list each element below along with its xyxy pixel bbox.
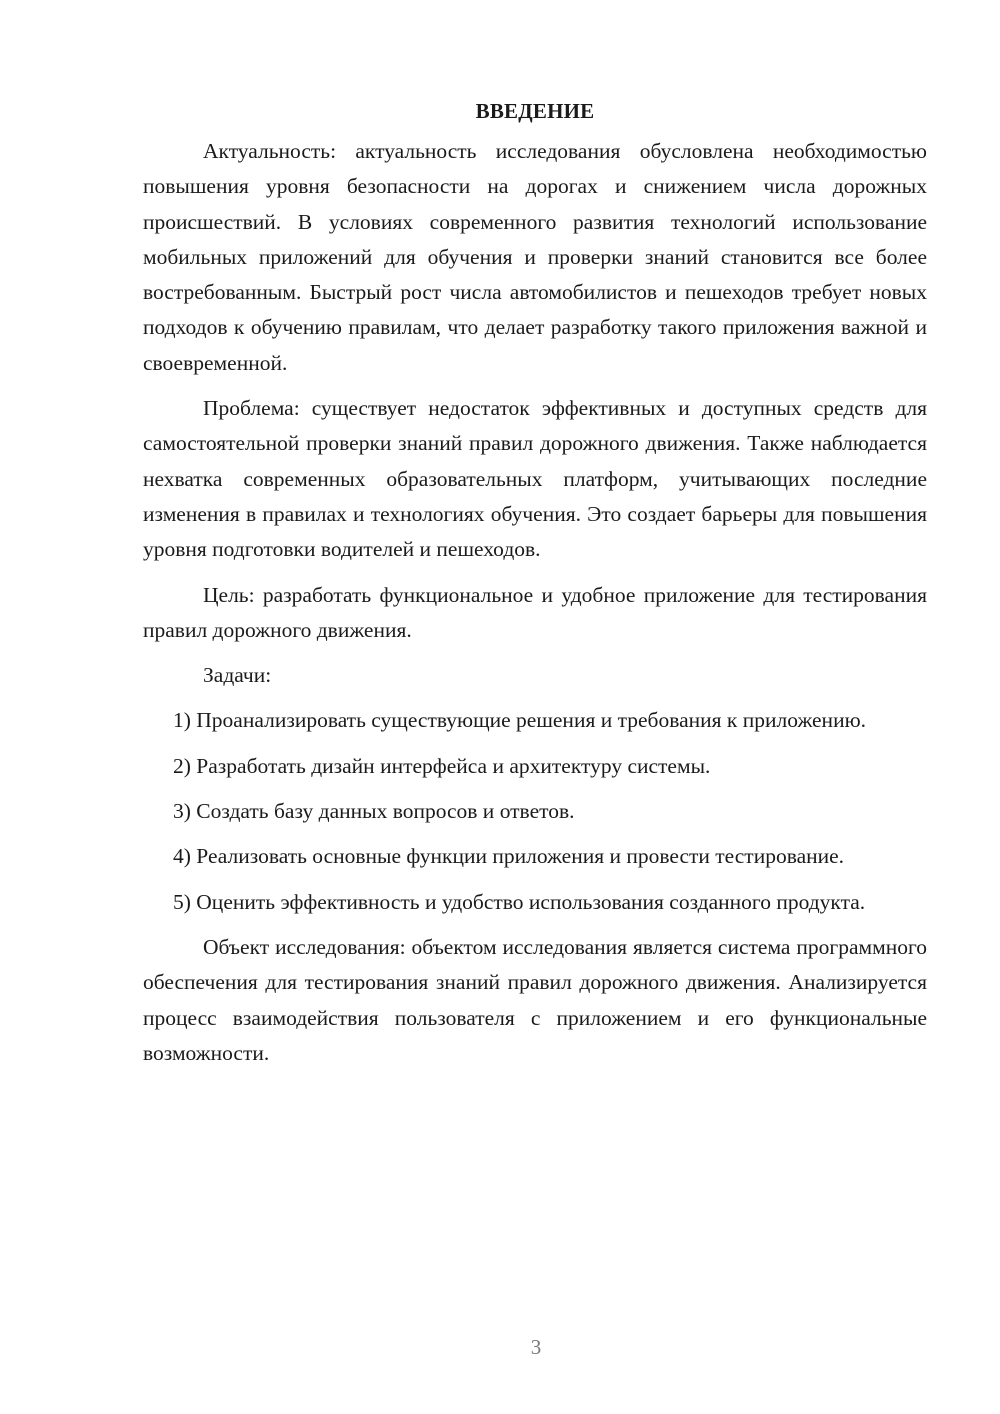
page-title: ВВЕДЕНИЕ [475, 99, 595, 123]
task-item-2: 2) Разработать дизайн интерфейса и архитектуру системы. [173, 753, 711, 778]
goal-paragraph: Цель: разработать функциональное и удобное приложение для тестирования правил дорожного движения. [143, 582, 927, 642]
task-item-5: 5) Оценить эффективность и удобство использования созданного продукта. [173, 889, 866, 914]
problem-paragraph: Проблема: существует недостаток эффективных и доступных средств для самостоятельной проверки знаний правил дорожного движения. Также наблюдается нехватка современных образовательных платформ, учитывающих последние изменения в правилах и технологиях обучения. Это создает барьеры для повышения уровня подготовки водителей и пешеходов. [143, 396, 927, 562]
task-item-1: 1) Проанализировать существующие решения и требования к приложению. [173, 708, 867, 733]
page-number: 3 [530, 1335, 542, 1359]
task-item-3: 3) Создать базу данных вопросов и ответов. [173, 799, 575, 824]
page-content [143, 94, 927, 1081]
relevance-paragraph: Актуальность: актуальность исследования обусловлена необходимостью повышения уровня безопасности на дорогах и снижением числа дорожных происшествий. В условиях современного развития технологий использование мобильных приложений для обучения и проверки знаний становится все более востребованным. Быстрый рост числа автомобилистов и пешеходов требует новых подходов к обучению правилам, что делает разработку такого приложения важной и своевременной. [143, 139, 927, 375]
tasks-heading: Задачи: [203, 663, 272, 688]
task-item-4: 4) Реализовать основные функции приложения и провести тестирование. [173, 844, 845, 869]
object-paragraph: Объект исследования: объектом исследования является система программного обеспечения для тестирования знаний правил дорожного движения. Анализируется процесс взаимодействия пользователя с приложением и его функциональные возможности. [143, 934, 927, 1065]
